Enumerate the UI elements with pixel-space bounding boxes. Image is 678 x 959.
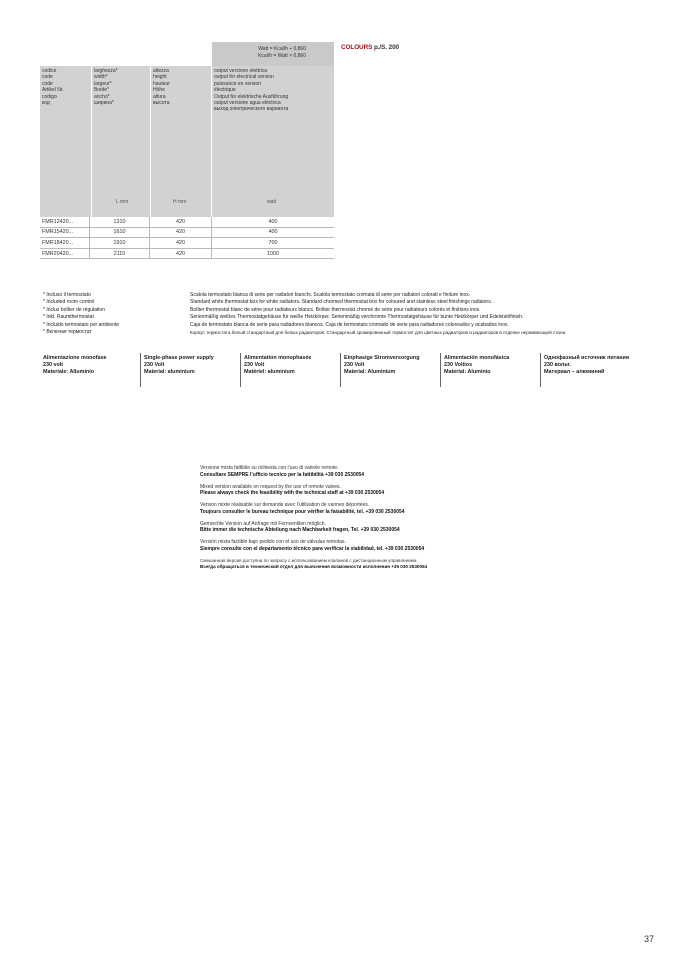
output-label-de: Output für elektrische Ausführung: [214, 93, 289, 100]
conversion-box: [212, 42, 334, 66]
table-row: [40, 227, 334, 238]
header-height: [150, 66, 211, 217]
power-cell-en: [140, 353, 240, 387]
power-title: Alimentation monophasée: [244, 355, 312, 361]
output-label-it: output versione elettrica: [214, 68, 268, 74]
colours-reference[interactable]: [341, 44, 399, 51]
unit-output: watt: [267, 198, 277, 205]
mixed-notice-fr: [200, 502, 427, 515]
header-width: [91, 66, 150, 217]
power-title: Alimentación monofásica: [444, 355, 510, 361]
height-label-de: Höhe: [153, 87, 165, 94]
box-note-ru: Корпус термостата белый стандартный для белых радиаторов. Стандартный хромированный термостат для цветных радиаторов и радиаторов в отделке нержавеющей стали.: [190, 330, 567, 336]
mixed-contact: Siempre consulte con el departamento técnico para verificar la viabilidad, tel. +39 030 2530054: [200, 545, 425, 552]
table-row: [40, 217, 334, 227]
mixed-contact: Consultare SEMPRE l’ufficio tecnico per la fattibilità +39 030 2530054: [200, 471, 365, 478]
box-note-en: Standard white thermostat box for white radiators. Standard chromed thermostat box for coloured and stainless steel finishings radiators.: [190, 299, 493, 306]
power-volt: 230 volt: [43, 361, 64, 368]
note-es: * Incluido termostato por ambiente: [43, 321, 120, 328]
colours-page: p./S. 200: [373, 44, 399, 51]
cell-height: 420: [150, 248, 212, 259]
code-label-es: codigo: [42, 93, 57, 100]
box-note-es: Caja de termostato blanca de serie para radiadores blancos. Caja de termostato cromado de serie para radiadores coloreados y acabados inox.: [190, 321, 509, 328]
header-output: [211, 66, 334, 217]
height-label-en: height: [153, 74, 167, 81]
mixed-notice-de: [200, 521, 427, 534]
mixed-notice-es: [200, 539, 427, 552]
mixed-text: Versión mixta factible bajo pedido con el uso de válvulas remotas.: [200, 539, 346, 546]
output-label-fr-1: puissance en version: [214, 80, 261, 87]
mixed-notice-en: [200, 484, 427, 497]
height-label-fr: hauteur: [153, 80, 170, 87]
note-ru: * Включая термостат: [43, 329, 92, 336]
power-volt: 230 вольт.: [544, 361, 571, 368]
power-material: Materiale: Alluminio: [43, 368, 95, 375]
power-volt: 230 Volt: [144, 361, 165, 368]
power-title: Single-phase power supply: [144, 355, 214, 361]
mixed-text: Mixed version available on request by the use of remote valves.: [200, 483, 341, 490]
output-label-ru: выход электрического варианта: [214, 106, 289, 113]
code-label-it: codice: [42, 68, 57, 74]
width-label-fr: largeur*: [94, 80, 112, 87]
code-label-ru: код: [42, 100, 50, 107]
box-note-fr: Boîtier thermostat blanc de série pour radiateurs blancs. Boîtier thermostat chromé de série pour radiateurs colorés et finitions inox.: [190, 306, 481, 313]
power-cell-ru: [540, 353, 633, 387]
power-cell-it: [40, 353, 140, 387]
power-volt: 230 Volt: [244, 361, 265, 368]
note-de: * Inkl. Raumthermostat: [43, 314, 94, 321]
cell-code: FMR15420...: [40, 227, 90, 238]
conversion-line-1: Watt = Kcal/h ÷ 0,860: [258, 46, 306, 52]
mixed-notice-it: [200, 465, 427, 478]
power-cell-es: [440, 353, 540, 387]
code-label-de: Artikel Nr.: [42, 87, 64, 94]
box-note-it: Scatola termostato bianca di serie per radiatori bianchi. Scatola termostato cromata di serie per radiatori colorati e finiture inox.: [190, 292, 471, 298]
height-label-it: altezza: [153, 68, 169, 74]
output-label-fr-2: électrique: [214, 87, 236, 94]
width-label-it: larghezza*: [94, 68, 118, 74]
cell-code: FMR12420...: [40, 217, 90, 227]
power-cell-fr: [240, 353, 340, 387]
cell-width: 1610: [90, 227, 150, 238]
conversion-line-2: Kcal/h = Watt × 0,860: [258, 53, 306, 59]
mixed-text: Version mixte réalisable sur demande avec l’utilisation de vannes déportées.: [200, 502, 370, 509]
power-material: Material: Aluminio: [444, 368, 491, 375]
power-cell-de: [340, 353, 440, 387]
power-volt: 230 Voltios: [444, 361, 473, 368]
colours-label: COLOURS: [341, 44, 373, 51]
power-title: Однофазный источник питания: [544, 355, 630, 361]
thermostat-notes: [43, 292, 119, 336]
mixed-contact: Всегда обращаться в технический отдел для выяснения возможности исполнения +39 030 2530054: [200, 564, 428, 570]
code-label-fr: code: [42, 80, 53, 87]
cell-watt: 700: [212, 238, 335, 249]
table-header: [40, 66, 334, 217]
power-material: Материал – алюминий: [544, 368, 605, 375]
cell-watt: 1000: [212, 248, 335, 259]
output-label-es: output versione agua eléctrica: [214, 100, 281, 107]
unit-height: H mm: [173, 198, 187, 205]
cell-code: FMR18420...: [40, 238, 90, 249]
output-label-en: output for electrical version: [214, 74, 274, 81]
thermostat-box-notes: [190, 292, 566, 336]
product-table: [40, 217, 334, 259]
width-label-en: width*: [94, 74, 108, 81]
table-row: [40, 248, 334, 259]
power-title: Alimentazione monofase: [43, 355, 107, 361]
mixed-contact: Bitte immer die technische Abteilung nach Machbarkeit fragen, Tel. +39 030 2530054: [200, 527, 400, 534]
power-volt: 230 Volt: [344, 361, 365, 368]
power-material: Material: Aluminium: [344, 368, 396, 375]
cell-height: 420: [150, 217, 212, 227]
note-en: * Included room control: [43, 299, 95, 306]
cell-code: FMR20420...: [40, 248, 90, 259]
mixed-contact: Please always check the feasibility with the technical staff at +39 030 2530054: [200, 490, 385, 497]
mixed-text: Смешанная версия доступна по запросу с использованием клапанов с дистанционным управлением.: [200, 557, 418, 563]
height-label-es: altura: [153, 93, 166, 100]
width-label-ru: ширина*: [94, 100, 114, 107]
power-title: Einphasige Stromversorgung: [344, 355, 420, 361]
height-label-ru: высота: [153, 100, 170, 107]
cell-width: 1310: [90, 217, 150, 227]
table-row: [40, 238, 334, 249]
width-label-de: Breite*: [94, 87, 110, 94]
note-fr: * Inclus boîtier de régulation: [43, 306, 105, 313]
box-note-de: Serienmäßig weißes Thermostatgehäuse für weiße Heizkörper. Serienmäßig verchromte Thermostatgehäuse für bunte Heizkörper und Edelstahlfinish.: [190, 314, 524, 321]
power-supply-row: [40, 353, 633, 387]
mixed-text: Versione mista fattibile su richiesta con l’uso di valvole remote.: [200, 465, 339, 471]
mixed-contact: Toujours consulter le bureau technique pour vérifier la faisabilité, tel. +39 030 2530054: [200, 508, 405, 515]
page-number: 37: [644, 934, 655, 944]
code-label-en: code: [42, 74, 53, 81]
cell-watt: 400: [212, 217, 335, 227]
mixed-text: Gemischte Version auf Anfrage mit Fernventilen möglich.: [200, 520, 326, 527]
cell-height: 420: [150, 238, 212, 249]
cell-width: 2110: [90, 248, 150, 259]
mixed-notice-ru: [200, 558, 427, 571]
power-material: Matériel: aluminium: [244, 368, 295, 375]
note-it: * Incluso il termostato: [43, 292, 91, 298]
width-label-es: ancho*: [94, 93, 110, 100]
header-code: [40, 66, 91, 217]
cell-height: 420: [150, 227, 212, 238]
mixed-version-notice: [200, 465, 427, 576]
cell-width: 1910: [90, 238, 150, 249]
power-material: Material: aluminium: [144, 368, 195, 375]
cell-watt: 400: [212, 227, 335, 238]
unit-width: L mm: [116, 198, 129, 205]
